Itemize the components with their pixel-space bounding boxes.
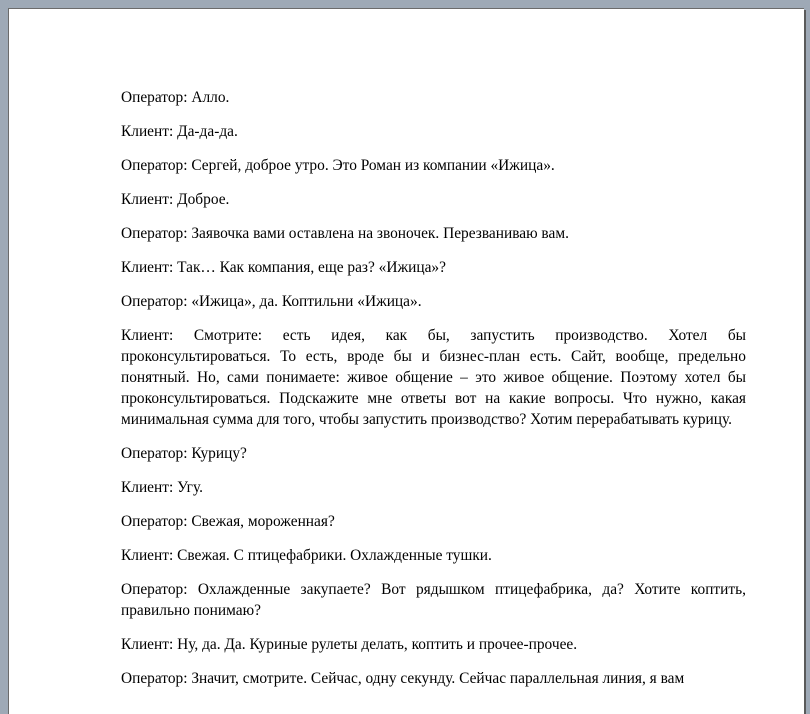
dialogue-line: Оператор: Алло. — [121, 89, 230, 106]
dialogue-line: Оператор: Охлажденные закупаете? Вот рядышком птицефабрика, да? Хотите коптить, правильно понимаю? — [121, 581, 746, 619]
dialogue-line: Клиент: Смотрите: есть идея, как бы, запустить производство. Хотел бы проконсультироваться. То есть, вроде бы и бизнес-план есть. Сайт, вообще, предельно понятный. Но, сами понимаете: живое общение – это живое общение. Поэтому хотел бы проконсультироваться. Подскажите мне ответы вот на какие вопросы. Что нужно, какая минимальная сумма для того, чтобы запустить производство? Хотим перерабатывать курицу. — [121, 327, 746, 428]
dialogue-line: Оператор: «Ижица», да. Коптильни «Ижица». — [121, 293, 422, 310]
dialogue-line: Клиент: Так… Как компания, еще раз? «Ижица»? — [121, 259, 446, 276]
document-body — [121, 87, 746, 702]
dialogue-line: Оператор: Значит, смотрите. Сейчас, одну секунду. Сейчас параллельная линия, я вам — [121, 670, 685, 687]
dialogue-line: Клиент: Да-да-да. — [121, 123, 238, 140]
document-page — [8, 8, 804, 714]
dialogue-line: Клиент: Угу. — [121, 479, 203, 496]
dialogue-line: Оператор: Заявочка вами оставлена на звоночек. Перезваниваю вам. — [121, 225, 569, 242]
dialogue-line: Клиент: Ну, да. Да. Куриные рулеты делать, коптить и прочее-прочее. — [121, 636, 578, 653]
dialogue-line: Оператор: Курицу? — [121, 445, 247, 462]
dialogue-line: Оператор: Сергей, доброе утро. Это Роман из компании «Ижица». — [121, 157, 555, 174]
dialogue-line: Оператор: Свежая, мороженная? — [121, 513, 335, 530]
dialogue-line: Клиент: Свежая. С птицефабрики. Охлажденные тушки. — [121, 547, 492, 564]
dialogue-line: Клиент: Доброе. — [121, 191, 230, 208]
